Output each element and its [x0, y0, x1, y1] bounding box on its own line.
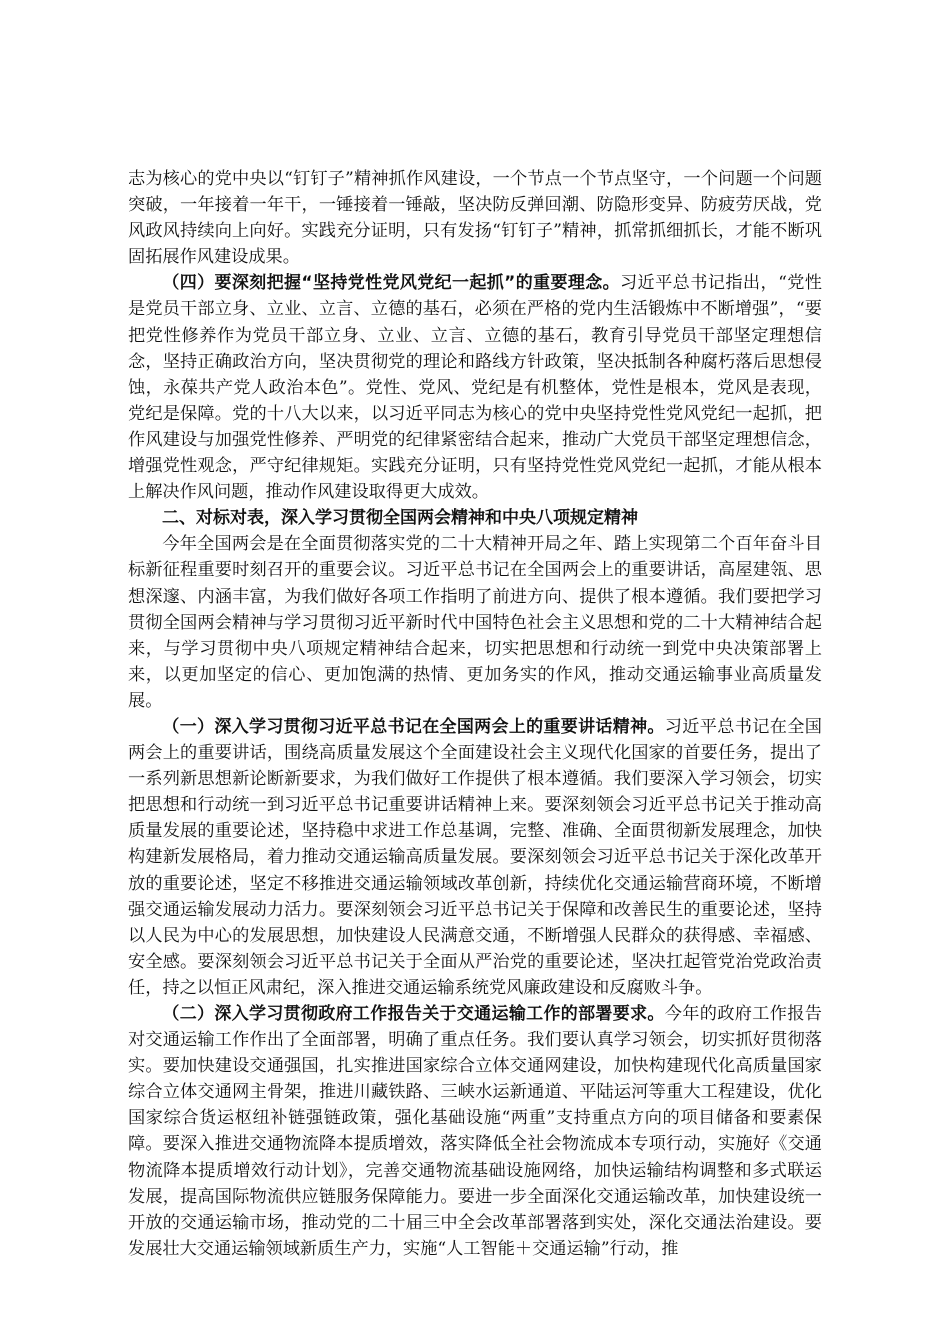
paragraph-subsection-2	[128, 1001, 822, 1262]
subsection-1-lead-heading: （一）深入学习贯彻习近平总书记在全国两会上的重要讲话精神。	[162, 716, 665, 737]
chapter-2-heading: 二、对标对表，深入学习贯彻全国两会精神和中央八项规定精神	[162, 508, 638, 529]
paragraph-chapter-2-intro: 今年全国两会是在全面贯彻落实党的二十大精神开局之年、踏上实现第二个百年奋斗目标新征程重要时刻召开的重要会议。习近平总书记在全国两会上的重要讲话，高屋建瓴、思想深邃、内涵丰富，为我们做好各项工作指明了前进方向、提供了根本遵循。我们要把学习贯彻全国两会精神与学习贯彻习近平新时代中国特色社会主义思想和党的二十大精神结合起来，与学习贯彻中央八项规定精神结合起来，切实把思想和行动统一到党中央决策部署上来，以更加坚定的信心、更加饱满的热情、更加务实的作风，推动交通运输事业高质量发展。	[128, 534, 822, 711]
subsection-2-body: 今年的政府工作报告对交通运输工作作出了全面部署，明确了重点任务。我们要认真学习领会，切实抓好贯彻落实。要加快建设交通强国，扎实推进国家综合立体交通网建设，加快构建现代化高质量国家综合立体交通网主骨架，推进川藏铁路、三峡水运新通道、平陆运河等重大工程建设，优化国家综合货运枢纽补链强链政策，强化基础设施“两重”支持重点方向的项目储备和要素保障。要深入推进交通物流降本提质增效，落实降低全社会物流成本专项行动，实施好《交通物流降本提质增效行动计划》，完善交通物流基础设施网络，加快运输结构调整和多式联运发展，提高国际物流供应链服务保障能力。要进一步全面深化交通运输改革，加快建设统一开放的交通运输市场，推动党的二十届三中全会改革部署落到实处，深化交通法治建设。要发展壮大交通运输领域新质生产力，实施“人工智能＋交通运输”行动，推	[128, 1004, 822, 1259]
paragraph-subsection-1	[128, 714, 822, 1001]
subsection-2-lead-heading: （二）深入学习贯彻政府工作报告关于交通运输工作的部署要求。	[162, 1004, 665, 1024]
document-page	[128, 166, 822, 1262]
paragraph-continuation: 志为核心的党中央以“钉钉子”精神抓作风建设，一个节点一个节点坚守，一个问题一个问题突破，一年接着一年干，一锤接着一锤敲，坚决防反弹回潮、防隐形变异、防疲劳厌战，党风政风持续向上向好。实践充分证明，只有发扬“钉钉子”精神，抓常抓细抓长，才能不断巩固拓展作风建设成果。	[128, 169, 822, 268]
section-4-lead-heading: （四）要深刻把握“坚持党性党风党纪一起抓”的重要理念。	[162, 273, 620, 294]
subsection-1-body: 习近平总书记在全国两会上的重要讲话，围绕高质量发展这个全面建设社会主义现代化国家的首要任务，提出了一系列新思想新论断新要求，为我们做好工作提供了根本遵循。我们要深入学习领会，切实把思想和行动统一到习近平总书记重要讲话精神上来。要深刻领会习近平总书记关于推动高质量发展的重要论述，坚持稳中求进工作总基调，完整、准确、全面贯彻新发展理念，加快构建新发展格局，着力推动交通运输高质量发展。要深刻领会习近平总书记关于深化改革开放的重要论述，坚定不移推进交通运输领域改革创新，持续优化交通运输营商环境，不断增强交通运输发展动力活力。要深刻领会习近平总书记关于保障和改善民生的重要论述，坚持以人民为中心的发展思想，加快建设人民满意交通，不断增强人民群众的获得感、幸福感、安全感。要深刻领会习近平总书记关于全面从严治党的重要论述，坚决扛起管党治党政治责任，持之以恒正风肃纪，深入推进交通运输系统党风廉政建设和反腐败斗争。	[128, 716, 822, 998]
paragraph-section-4	[128, 270, 822, 505]
section-4-body: 习近平总书记指出，“党性是党员干部立身、立业、立言、立德的基石，必须在严格的党内生活锻炼中不断增强”，“要把党性修养作为党员干部立身、立业、立言、立德的基石，教育引导党员干部坚定理想信念，坚持正确政治方向，坚决贯彻党的理论和路线方针政策，坚决抵制各种腐朽落后思想侵蚀，永葆共产党人政治本色”。党性、党风、党纪是有机整体，党性是根本，党风是表现，党纪是保障。党的十八大以来，以习近平同志为核心的党中央坚持党性党风党纪一起抓，把作风建设与加强党性修养、严明党的纪律紧密结合起来，推动广大党员干部坚定理想信念，增强党性观念，严守纪律规矩。实践充分证明，只有坚持党性党风党纪一起抓，才能从根本上解决作风问题，推动作风建设取得更大成效。	[128, 273, 822, 503]
